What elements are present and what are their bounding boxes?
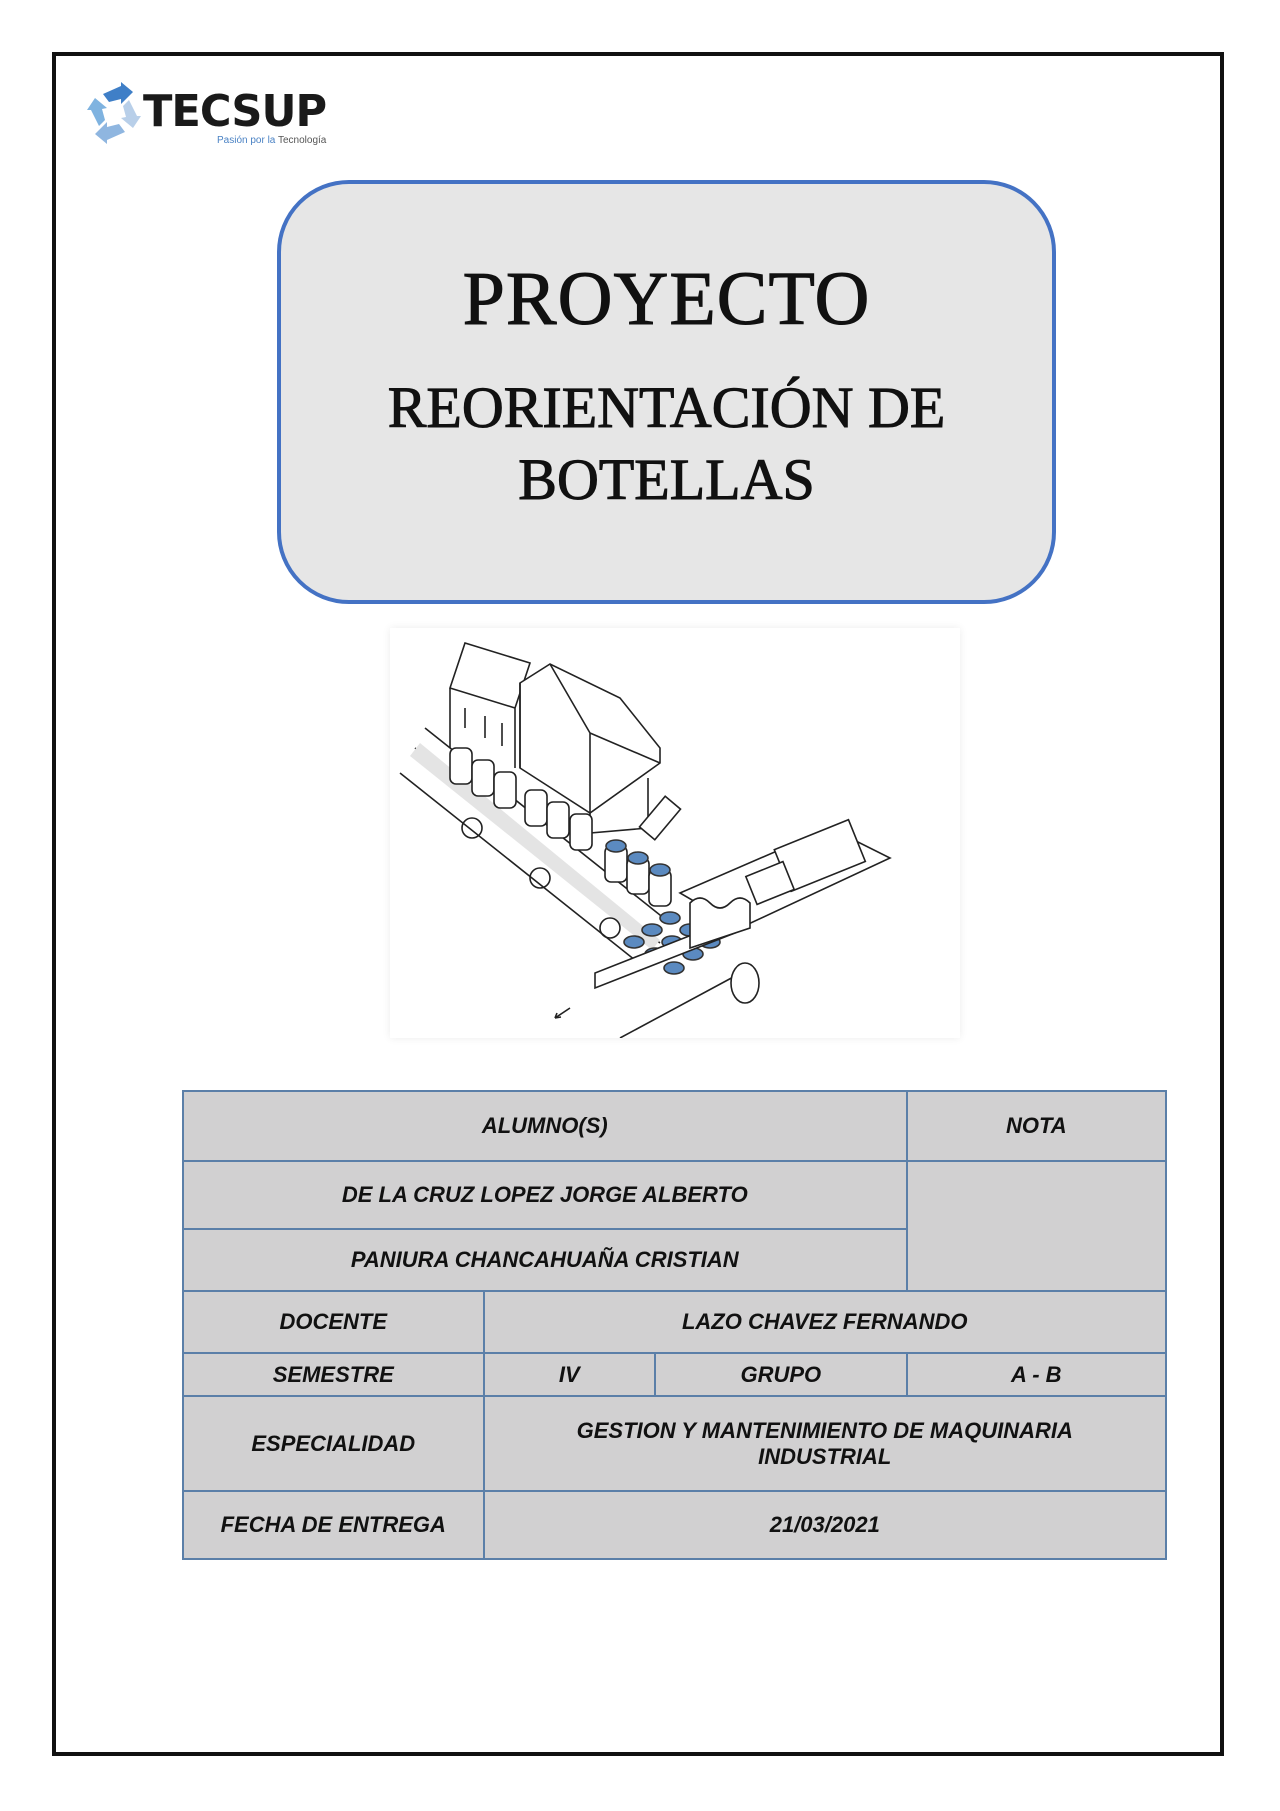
- title-line-3: BOTELLAS: [518, 447, 815, 512]
- teacher-label: DOCENTE: [183, 1291, 484, 1353]
- group-label: GRUPO: [655, 1353, 907, 1396]
- grade-value: [907, 1161, 1166, 1291]
- due-date-label: FECHA DE ENTREGA: [183, 1491, 484, 1559]
- project-info-table: [182, 1090, 1167, 1560]
- specialty-label: ESPECIALIDAD: [183, 1396, 484, 1491]
- group-value: A - B: [907, 1353, 1166, 1396]
- tecsup-logo: [85, 82, 335, 152]
- student-name-2: PANIURA CHANCAHUAÑA CRISTIAN: [183, 1229, 907, 1291]
- title-box: [277, 180, 1056, 604]
- grade-header: NOTA: [907, 1091, 1166, 1161]
- logo-tagline: Pasión por la Tecnología: [217, 135, 327, 146]
- recycle-arrows-logo-icon: [85, 82, 143, 144]
- semester-label: SEMESTRE: [183, 1353, 484, 1396]
- semester-value: IV: [484, 1353, 656, 1396]
- logo-wordmark: TECSUP: [143, 86, 327, 137]
- title-line-2: REORIENTACIÓN DE: [387, 375, 946, 440]
- title-line-1: PROYECTO: [462, 257, 871, 341]
- teacher-value: LAZO CHAVEZ FERNANDO: [484, 1291, 1166, 1353]
- specialty-value: GESTION Y MANTENIMIENTO DE MAQUINARIA INDUSTRIAL: [484, 1396, 1166, 1491]
- student-name-1: DE LA CRUZ LOPEZ JORGE ALBERTO: [183, 1161, 907, 1229]
- students-header: ALUMNO(S): [183, 1091, 907, 1161]
- due-date-value: 21/03/2021: [484, 1491, 1166, 1559]
- bottle-capping-machine-illustration: [390, 628, 960, 1038]
